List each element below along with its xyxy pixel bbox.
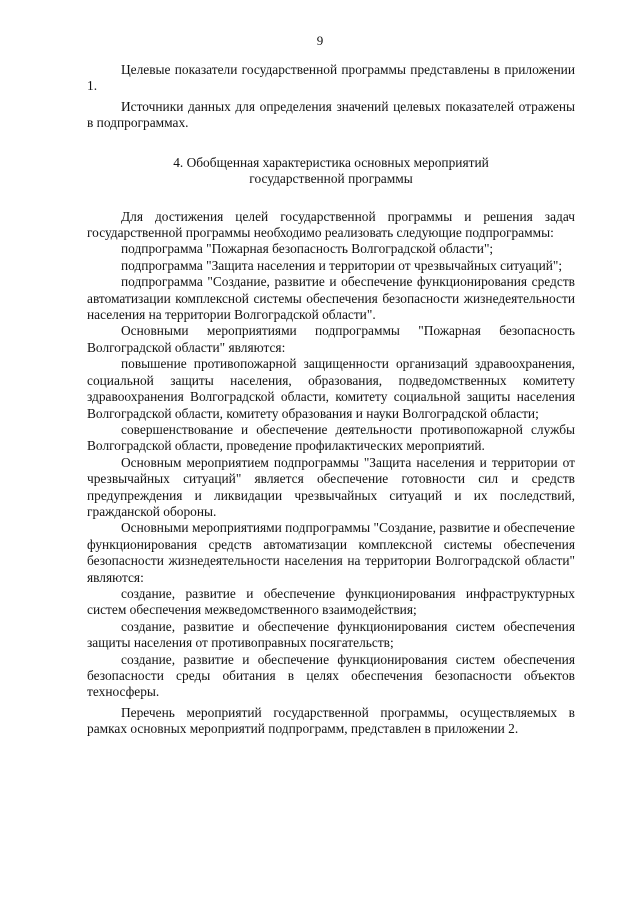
- document-content: [87, 62, 575, 738]
- paragraph-appendix-reference: Перечень мероприятий государственной программы, осуществляемых в рамках основных мероприятий подпрограмм, представлен в приложении 2.: [87, 704, 575, 737]
- section-heading-line-2: государственной программы: [249, 170, 413, 186]
- paragraph-protection-measure: Основным мероприятием подпрограммы "Защита населения и территории от чрезвычайных ситуаций" является обеспечение готовности сил и средств предупреждения и ликвидации чрезвычайных ситуаций и их последствий, гражданской обороны.: [87, 454, 575, 519]
- paragraph-automation-measure-2: создание, развитие и обеспечение функционирования систем обеспечения защиты населения от противоправных посягательств;: [87, 618, 575, 651]
- paragraph-target-indicators: Целевые показатели государственной программы представлены в приложении 1.: [87, 62, 575, 94]
- paragraph-automation-measure-1: создание, развитие и обеспечение функционирования инфраструктурных систем обеспечения межведомственного взаимодействия;: [87, 585, 575, 618]
- paragraph-fire-measure-1: повышение противопожарной защищенности организаций здравоохранения, социальной защиты населения, образования, подведомственных комитету здравоохранения Волгоградской области, комитету социальной защиты населения Волгоградской области, комитету образования и науки Волгоградской области;: [87, 356, 575, 421]
- paragraph-fire-measure-2: совершенствование и обеспечение деятельности противопожарной службы Волгоградской области, проведение профилактических мероприятий.: [87, 421, 575, 454]
- paragraph-intro: Для достижения целей государственной программы и решения задач государственной программы необходимо реализовать следующие подпрограммы:: [87, 208, 575, 241]
- paragraph-subprogram-fire: подпрограмма "Пожарная безопасность Волгоградской области";: [121, 241, 494, 257]
- paragraph-automation-measure-3: создание, развитие и обеспечение функционирования систем обеспечения безопасности среды обитания в целях обеспечения безопасности объектов техносферы.: [87, 651, 575, 700]
- page-number: 9: [316, 33, 324, 48]
- paragraph-subprogram-protection: подпрограмма "Защита населения и территории от чрезвычайных ситуаций";: [121, 257, 563, 273]
- section-heading-line-1: 4. Обобщенная характеристика основных мероприятий: [173, 154, 489, 170]
- paragraph-automation-measures-intro: Основными мероприятиями подпрограммы "Создание, развитие и обеспечение функционирования средств автоматизации комплексной системы обеспечения безопасности жизнедеятельности населения на территории Волгоградской области" являются:: [87, 520, 575, 585]
- paragraph-data-sources: Источники данных для определения значений целевых показателей отражены в подпрограммах.: [87, 98, 575, 131]
- paragraph-fire-measures-intro: Основными мероприятиями подпрограммы "Пожарная безопасность Волгоградской области" являются:: [87, 323, 575, 355]
- paragraph-subprogram-automation: подпрограмма "Создание, развитие и обеспечение функционирования средств автоматизации комплексной системы обеспечения безопасности жизнедеятельности населения на территории Волгоградской области".: [87, 274, 575, 323]
- section-heading: [87, 155, 575, 187]
